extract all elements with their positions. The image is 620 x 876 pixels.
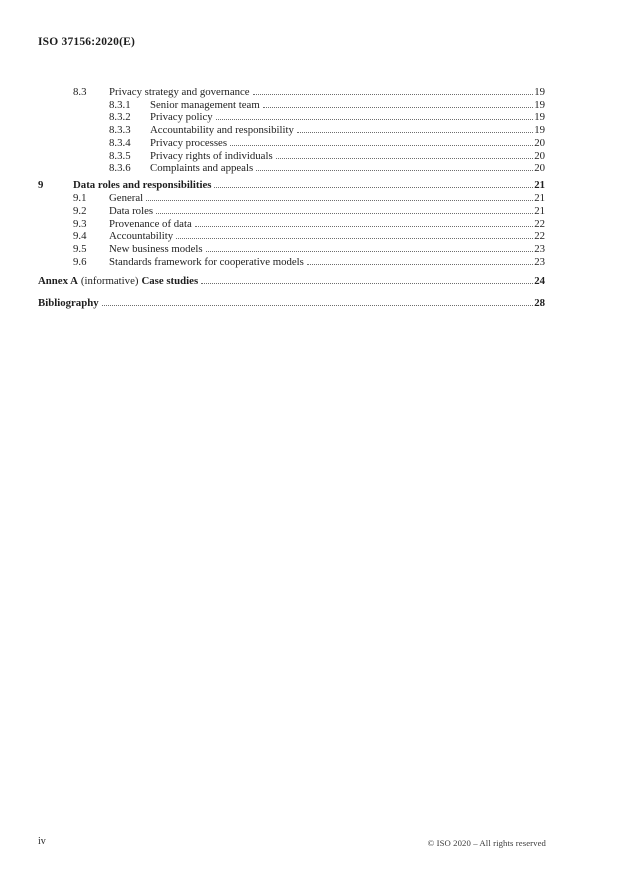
toc-dot-leader [176,238,533,239]
toc-entry-page: 19 [534,111,545,124]
table-of-contents [38,86,545,310]
toc-dot-leader [263,107,533,108]
toc-entry-page: 22 [534,230,545,243]
toc-entry-title: Senior management team [150,98,260,111]
toc-annex-label: Annex A [38,275,78,288]
toc-entry-title: Provenance of data [109,217,192,230]
toc-entry[interactable] [38,124,545,137]
toc-entry-number: 9.5 [73,242,87,255]
toc-dot-leader [216,119,534,120]
toc-annex-title-group [38,275,198,288]
toc-entry-page: 28 [534,297,545,310]
toc-entry-title: Data roles [109,204,154,217]
toc-entry[interactable] [38,86,545,99]
toc-entry-page: 19 [534,86,545,98]
toc-entry-title: Complaints and appeals [150,162,254,175]
toc-entry[interactable] [38,192,545,205]
toc-dot-leader [156,213,533,214]
footer-copyright-notice: © ISO 2020 – All rights reserved [427,838,546,848]
toc-entry-page: 23 [534,255,545,268]
toc-entry-title: General [109,192,144,205]
toc-entry-title: Privacy policy [150,111,213,124]
toc-dot-leader [206,251,534,252]
toc-entry-number: 9.6 [73,255,87,268]
toc-dot-leader [307,264,533,265]
toc-dot-leader [297,132,533,133]
toc-entry[interactable] [38,162,545,175]
toc-entry[interactable] [38,256,545,269]
toc-entry-number: 8.3.4 [109,136,131,149]
toc-entry-number: 9.2 [73,204,87,217]
toc-entry-title: Data roles and responsibilities [73,179,212,192]
toc-entry-title: Privacy strategy and governance [109,86,250,98]
toc-entry-page: 21 [534,204,545,217]
toc-entry-number: 8.3.2 [109,111,131,124]
document-header-title: ISO 37156:2020(E) [38,36,136,48]
toc-entry-page: 21 [534,192,545,205]
toc-entry[interactable] [38,99,545,112]
toc-entry[interactable] [38,111,545,124]
toc-entry-page: 20 [534,136,545,149]
toc-entry-number: 9 [38,179,44,192]
toc-dot-leader [230,145,533,146]
toc-entry-title: Accountability [109,230,174,243]
toc-entry-title: Privacy rights of individuals [150,149,273,162]
toc-entry-page: 24 [534,275,545,288]
toc-entry-number: 9.1 [73,192,87,205]
toc-entry-number: 8.3.1 [109,98,131,111]
toc-dot-leader [195,226,533,227]
toc-entry-page: 19 [534,124,545,137]
toc-entry[interactable] [38,218,545,231]
toc-entry-number: 8.3.6 [109,162,131,175]
toc-entry-annex[interactable] [38,275,545,288]
toc-entry-title: Privacy processes [150,136,228,149]
toc-annex-subtitle: Case studies [141,275,199,288]
toc-entry-title: New business models [109,242,203,255]
toc-entry-page: 22 [534,217,545,230]
toc-entry-number: 8.3 [73,86,87,98]
toc-entry-number: 8.3.5 [109,149,131,162]
toc-entry-number: 9.3 [73,217,87,230]
toc-entry-page: 23 [534,242,545,255]
toc-dot-leader [253,94,534,95]
toc-entry-page: 20 [534,149,545,162]
toc-dot-leader [201,283,533,284]
toc-dot-leader [214,187,533,188]
toc-dot-leader [102,305,534,306]
toc-entry-bibliography[interactable] [38,297,545,310]
toc-dot-leader [256,170,533,171]
toc-entry-page: 21 [534,179,545,192]
toc-bibliography-title: Bibliography [38,297,99,310]
footer-page-number: iv [38,836,46,847]
toc-entry-number: 8.3.3 [109,124,131,137]
toc-dot-leader [276,158,534,159]
toc-entry[interactable] [38,150,545,163]
toc-entry-page: 19 [534,98,545,111]
toc-entry-number: 9.4 [73,230,87,243]
toc-entry-page: 20 [534,162,545,175]
toc-entry[interactable] [38,230,545,243]
toc-dot-leader [146,200,533,201]
toc-entry[interactable] [38,137,545,150]
toc-entry-title: Standards framework for cooperative models [109,255,304,268]
toc-entry[interactable] [38,205,545,218]
toc-entry[interactable] [38,179,545,192]
toc-entry[interactable] [38,243,545,256]
toc-annex-qualifier: (informative) [80,275,139,288]
toc-entry-title: Accountability and responsibility [150,124,294,137]
